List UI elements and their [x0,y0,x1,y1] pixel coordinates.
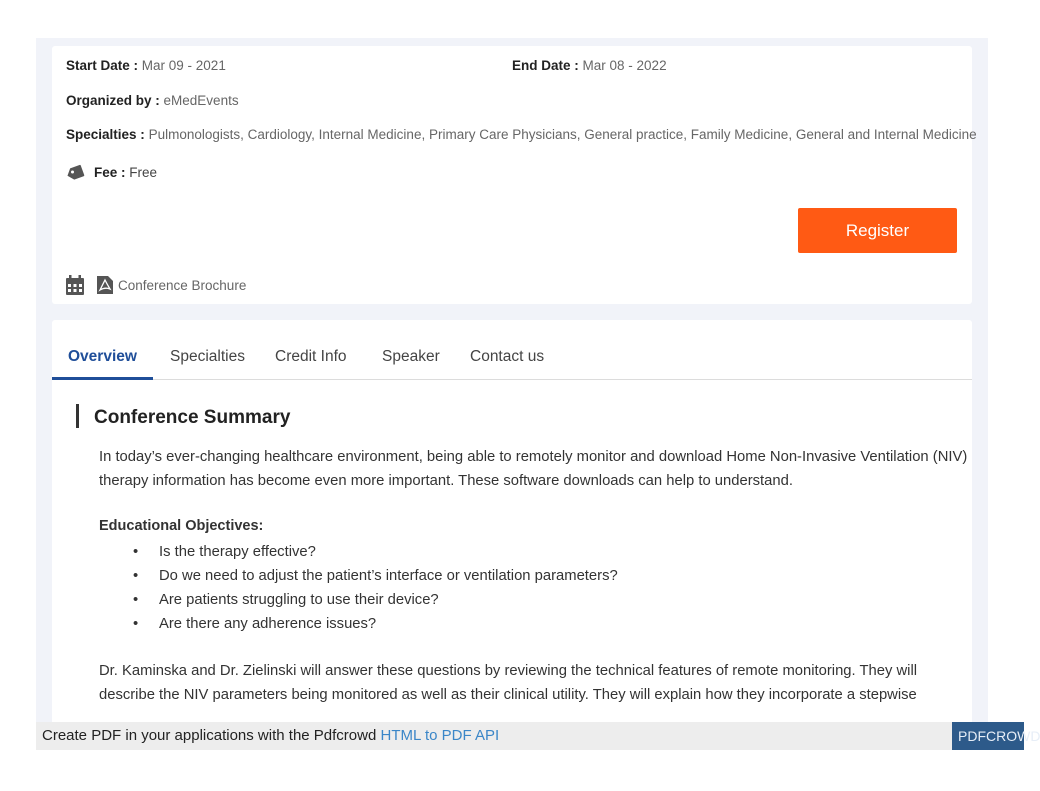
tab-bar [52,320,972,380]
conference-brochure-link[interactable]: Conference Brochure [118,277,247,293]
pdfcrowd-brand[interactable]: PDFCROWD [952,722,1024,750]
footer-prefix: Create PDF in your applications with the Pdfcrowd [42,727,381,744]
list-item: • Is the therapy effective? [119,540,618,564]
organizer-row [66,93,239,108]
footer-text [42,727,499,744]
organizer-value: eMedEvents [163,93,239,108]
end-date-value: Mar 08 - 2022 [582,58,667,73]
list-item: • Are patients struggling to use their device? [119,588,618,612]
tab-overview[interactable]: Overview [68,348,137,365]
fee-value: Free [129,165,158,180]
conference-summary-title: Conference Summary [94,407,291,428]
active-tab-indicator [52,377,153,380]
specialties-label: Specialties : [66,127,145,142]
list-item: • Do we need to adjust the patient’s interface or ventilation parameters? [119,564,618,588]
tab-credit-info[interactable]: Credit Info [275,348,347,365]
fee-label: Fee : [94,165,126,180]
summary-closing: Dr. Kaminska and Dr. Zielinski will answer these questions by reviewing the technical features of remote monitoring. They will describe the NIV parameters being monitored as well as their clinical utility. They will explain how they incorporate a stepwise [99,663,918,703]
section-marker [76,404,79,428]
organizer-label: Organized by : [66,93,160,108]
specialties-value: Pulmonologists, Cardiology, Internal Medicine, Primary Care Physicians, General practice, Family Medicine, General and Internal Medicine [148,127,977,142]
event-info-card [52,46,977,304]
page-background [36,38,988,722]
end-date [512,58,667,73]
end-date-label: End Date : [512,58,579,73]
overview-card [52,320,972,740]
fee-row [66,165,157,180]
start-date-label: Start Date : [66,58,139,73]
objectives-list [119,540,618,636]
summary-intro: In today’s ever-changing healthcare environment, being able to remotely monitor and download Home Non-Invasive Ventilation (NIV) therapy information has become even more important. These software downloads can help to understand. [99,449,968,489]
price-tag-icon [66,166,84,180]
brochure-row [66,275,246,295]
specialties-row [66,127,977,142]
pdf-footer-bar [36,722,1040,750]
pdf-icon[interactable] [97,276,113,294]
dates-row [66,58,956,73]
list-item: • Are there any adherence issues? [119,612,618,636]
start-date-value: Mar 09 - 2021 [141,58,226,73]
html-to-pdf-link[interactable]: HTML to PDF API [380,727,500,744]
tab-specialties[interactable]: Specialties [170,348,245,365]
tab-speaker[interactable]: Speaker [382,348,440,365]
calendar-icon[interactable] [66,275,84,295]
tab-contact-us[interactable]: Contact us [470,348,545,365]
objectives-heading: Educational Objectives: [99,518,264,534]
register-button[interactable]: Register [798,208,957,253]
